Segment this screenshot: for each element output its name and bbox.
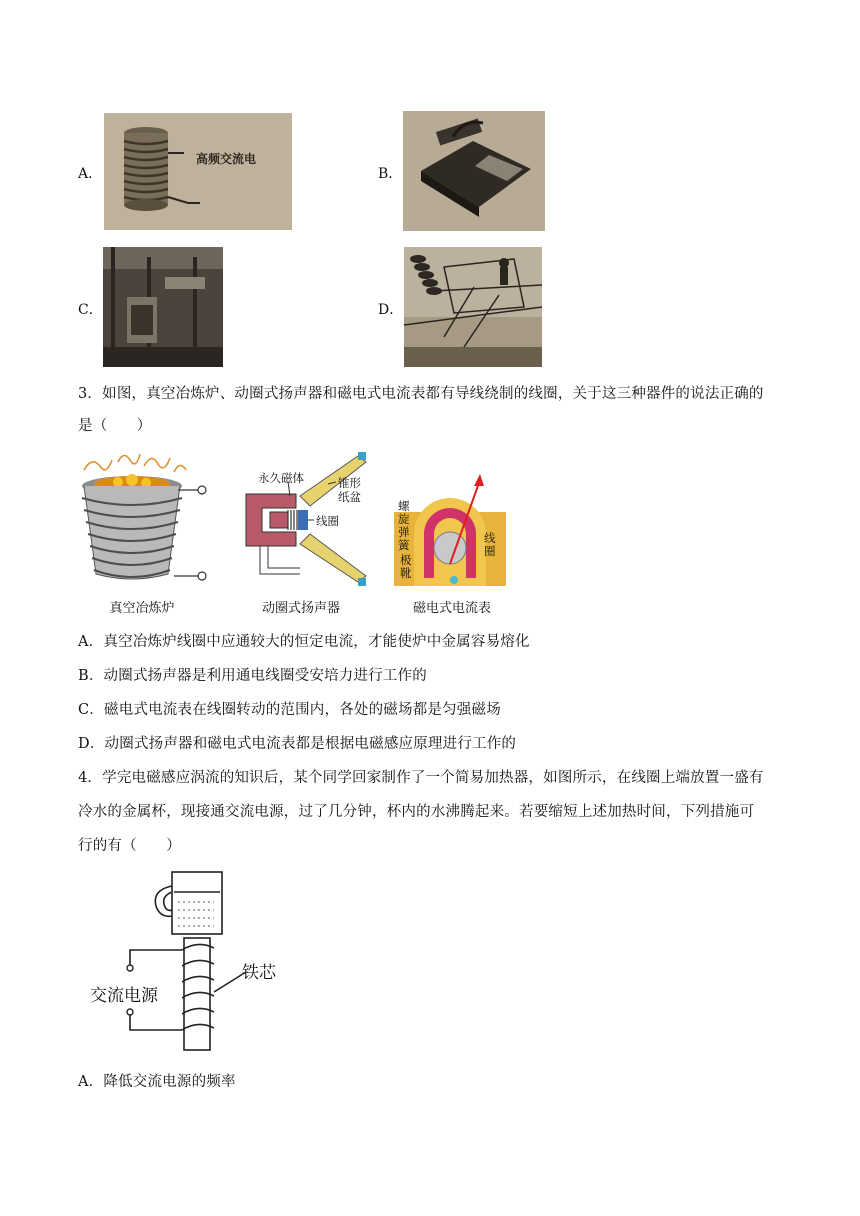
speaker-cone-label: 锥形纸盆 [338,476,361,504]
q4-heater-figure [86,868,296,1054]
meter-spring-label: 螺旋弹簧 [398,499,410,552]
q3-option-b: B．动圈式扬声器是利用通电线圈受安培力进行工作的 [78,668,427,684]
option-c-letter: C． [78,302,103,318]
speaker-coil-label: 线圈 [316,514,339,528]
q4-option-a: A．降低交流电源的频率 [78,1074,236,1090]
meter-coil-label: 线圈 [484,531,496,558]
q4-stem-line2: 冷水的金属杯，现接通交流电源，过了几分钟，杯内的水沸腾起来。若要缩短上述加热时间，下列措施可 [78,804,755,820]
option-a-letter: A． [78,166,103,182]
meter-pole-label: 极靴 [400,553,412,580]
q4-stem-line1: 4．学完电磁感应涡流的知识后，某个同学回家制作了一个简易加热器，如图所示，在线圈上端放置一盛有 [78,770,764,786]
option-b-image [403,111,545,231]
q3-stem-line2: 是（ ） [78,418,152,434]
option-b-letter: B． [378,166,403,182]
option-d-image [404,247,542,367]
option-a-image [104,113,292,230]
q3-option-c: C．磁电式电流表在线圈转动的范围内，各处的磁场都是匀强磁场 [78,702,501,718]
speaker-caption: 动圈式扬声器 [261,601,340,616]
q3-option-d: D．动圈式扬声器和磁电式电流表都是根据电磁感应原理进行工作的 [78,736,517,752]
q3-speaker-figure [240,450,380,620]
speaker-magnet-label: 永久磁体 [258,471,304,485]
q3-furnace-figure [74,450,224,620]
furnace-caption: 真空冶炼炉 [109,601,175,616]
q4-stem-line3: 行的有（ ） [78,838,181,854]
q3-option-a: A．真空冶炼炉线圈中应通较大的恒定电流，才能使炉中金属容易熔化 [78,634,530,650]
q3-meter-figure [394,468,510,620]
iron-core-label: 铁芯 [242,963,276,983]
option-d-letter: D． [378,302,404,318]
option-a-image-caption: 高频交流电 [196,152,257,166]
option-c-image [103,247,223,367]
ac-source-label: 交流电源 [90,986,158,1006]
meter-caption: 磁电式电流表 [412,601,491,616]
q3-stem-line1: 3．如图，真空冶炼炉、动圈式扬声器和磁电式电流表都有导线绕制的线圈，关于这三种器件的说法正确的 [78,386,764,402]
